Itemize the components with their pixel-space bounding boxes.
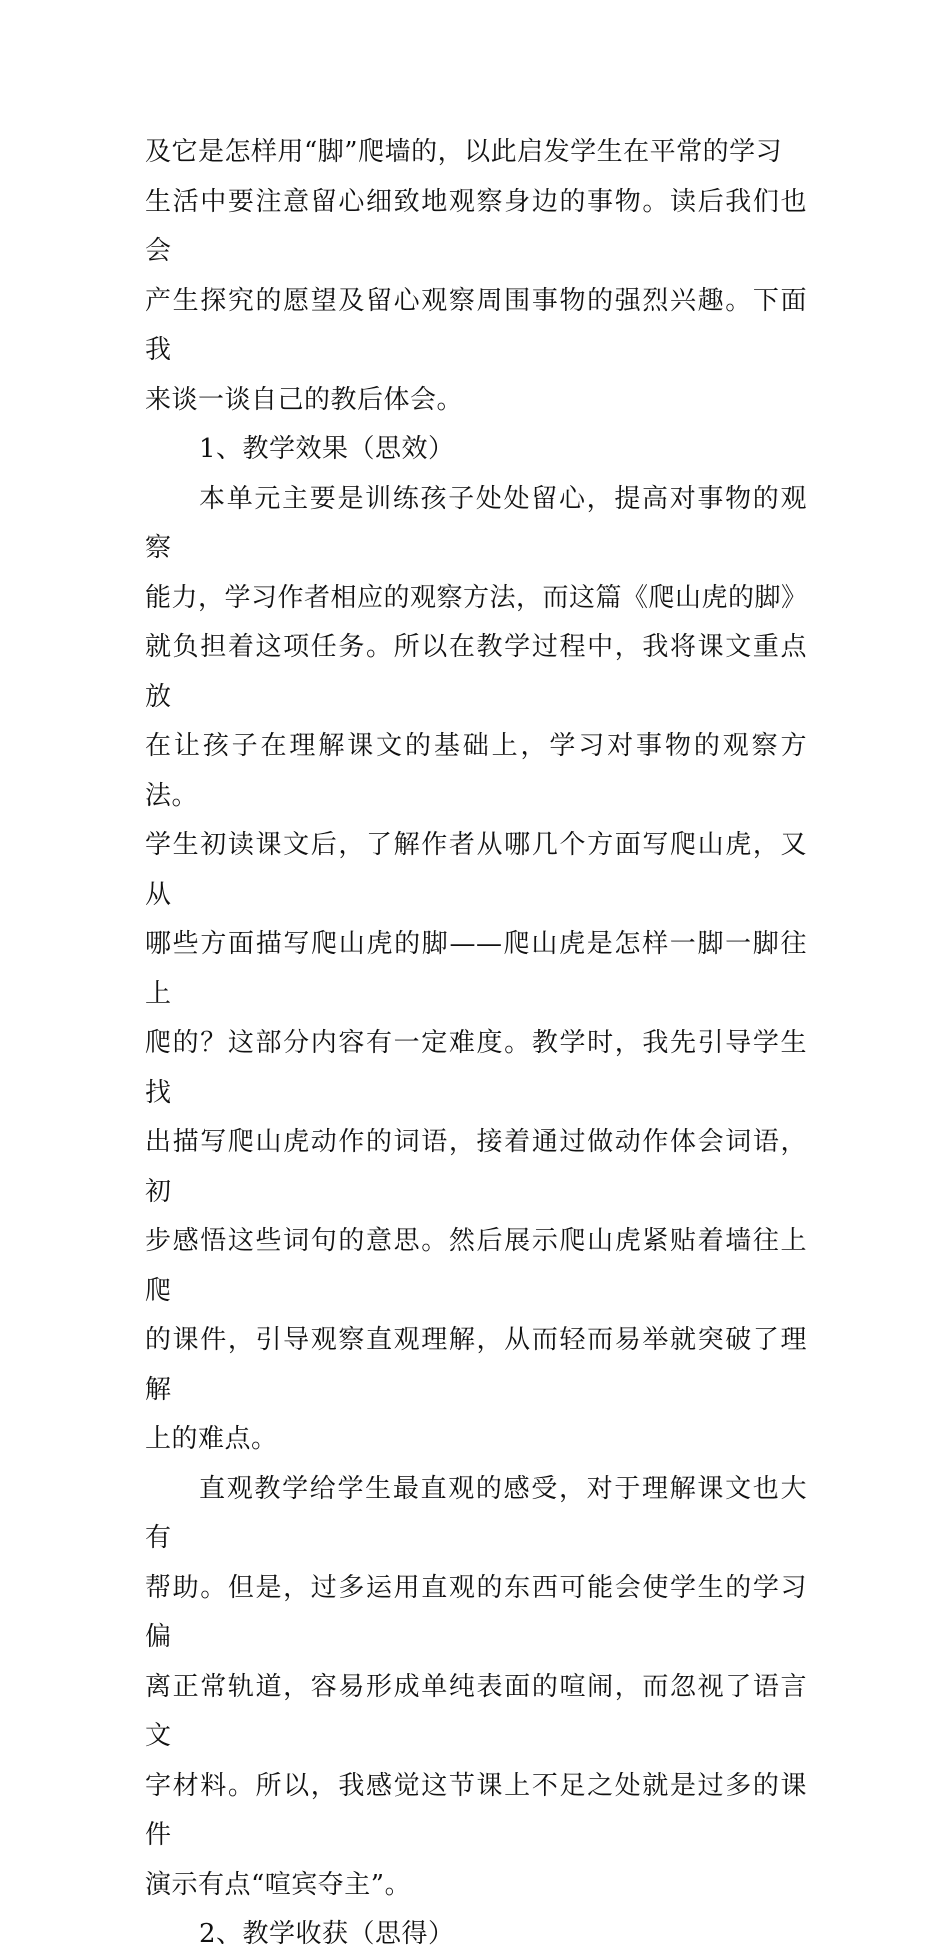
text-line: 帮助。但是，过多运用直观的东西可能会使学生的学习偏 <box>145 1572 807 1652</box>
paragraph-body <box>145 1465 807 1911</box>
section-heading-teaching-effect <box>145 425 807 475</box>
paragraph-continuation <box>145 128 807 425</box>
text-line: 学生初读课文后，了解作者从哪几个方面写爬山虎，又从 <box>145 830 807 910</box>
text-line: 产生探究的愿望及留心观察周围事物的强烈兴趣。下面我 <box>145 285 807 365</box>
heading-text: 1、教学效果（思效） <box>199 434 455 464</box>
text-line: 步感悟这些词句的意思。然后展示爬山虎紧贴着墙往上爬 <box>145 1226 807 1306</box>
text-line: 爬的？这部分内容有一定难度。教学时，我先引导学生找 <box>145 1028 807 1108</box>
document-body <box>145 128 807 1960</box>
text-line: 出描写爬山虎动作的词语，接着通过做动作体会词语，初 <box>145 1127 807 1207</box>
section-heading-teaching-gains <box>145 1910 807 1960</box>
text-line: 在让孩子在理解课文的基础上，学习对事物的观察方法。 <box>145 731 807 811</box>
text-line: 就负担着这项任务。所以在教学过程中，我将课文重点放 <box>145 632 807 712</box>
text-line: 哪些方面描写爬山虎的脚——爬山虎是怎样一脚一脚往上 <box>145 929 807 1009</box>
text-line: 离正常轨道，容易形成单纯表面的喧闹，而忽视了语言文 <box>145 1671 807 1751</box>
text-line: 及它是怎样用“脚”爬墙的，以此启发学生在平常的学习 <box>145 137 783 167</box>
paragraph-body <box>145 475 807 1465</box>
text-line: 演示有点“喧宾夺主”。 <box>145 1869 412 1900</box>
text-line: 直观教学给学生最直观的感受，对于理解课文也大有 <box>145 1473 807 1553</box>
text-line: 生活中要注意留心细致地观察身边的事物。读后我们也会 <box>145 186 807 266</box>
text-line: 能力，学习作者相应的观察方法，而这篇《爬山虎的脚》 <box>145 582 808 613</box>
heading-text: 2、教学收获（思得） <box>199 1919 455 1949</box>
text-line: 的课件，引导观察直观理解，从而轻而易举就突破了理解 <box>145 1325 807 1405</box>
text-line: 本单元主要是训练孩子处处留心，提高对事物的观察 <box>145 483 807 563</box>
text-line: 上的难点。 <box>145 1424 278 1454</box>
text-line: 来谈一谈自己的教后体会。 <box>145 384 464 415</box>
text-line: 字材料。所以，我感觉这节课上不足之处就是过多的课件 <box>145 1770 807 1850</box>
